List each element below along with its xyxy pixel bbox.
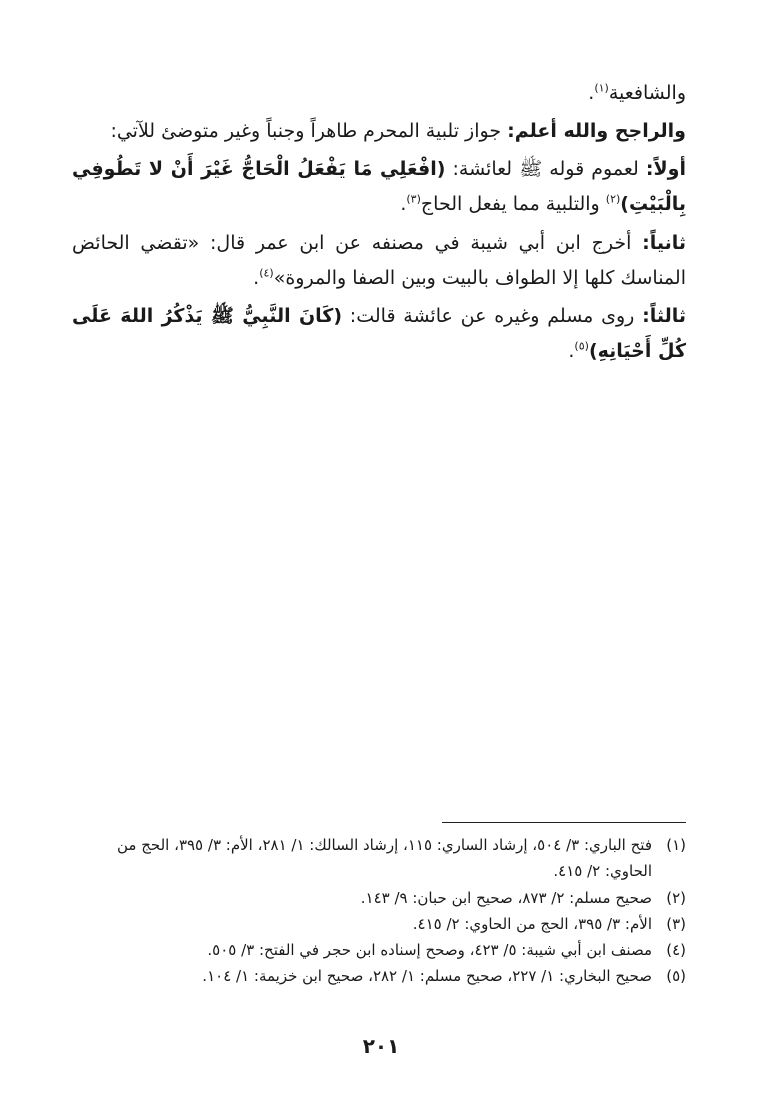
footnote-2: [76, 885, 686, 911]
footnote-ref-5[interactable]: (٥): [574, 339, 589, 353]
footnote-1: [76, 832, 686, 885]
footnote-4: [76, 937, 686, 963]
footnote-5: [76, 963, 686, 989]
footnote-number: (٤): [666, 941, 686, 959]
lead-phrase: والراجح والله أعلم:: [507, 120, 686, 143]
footnote-number: (٥): [666, 967, 686, 986]
paragraph-end: .: [253, 266, 260, 289]
paragraph-second-reason: [72, 226, 686, 296]
lead-phrase: أولاً:: [645, 158, 686, 181]
paragraph-end: .: [400, 193, 407, 216]
paragraph-text: والتلبية مما يفعل الحاج: [420, 193, 606, 216]
footnote-3: [76, 911, 686, 937]
footnote-text: الأم: ٣/ ٣٩٥، الحج من الحاوي: ٢/ ٤١٥.: [412, 914, 652, 933]
paragraph-shafii: [72, 76, 686, 111]
footnote-text: صحيح البخاري: ١/ ٢٢٧، صحيح مسلم: ١/ ٢٨٢، صحيح ابن خزيمة: ١/ ١٠٤.: [202, 967, 652, 986]
hadith-quote: (كَانَ النَّبِيُّ ﷺ يَذْكُرُ اللهَ عَلَى كُلِّ أَحْيَانِهِ): [72, 304, 686, 362]
footnote-number: (٣): [666, 914, 686, 933]
paragraph-preferred-view: [72, 114, 686, 149]
paragraph-first-reason: [72, 152, 686, 222]
footnote-number: (١): [666, 836, 686, 854]
footnote-text: مصنف ابن أبي شيبة: ٥/ ٤٢٣، وصحح إسناده ابن حجر في الفتح: ٣/ ٥٠٥.: [207, 941, 652, 959]
footnote-number: (٢): [666, 888, 686, 907]
footnote-ref-1[interactable]: (١): [594, 81, 609, 95]
footnote-ref-3[interactable]: (٣): [406, 193, 421, 207]
paragraph-end: .: [588, 82, 595, 104]
lead-phrase: ثالثاً:: [642, 304, 686, 327]
paragraph-text: لعموم قوله ﷺ لعائشة:: [445, 158, 646, 181]
paragraph-text: أخرج ابن أبي شيبة في مصنفه عن ابن عمر قال: «تقضي الحائض المناسك كلها إلا الطواف بالبيت وبين الصفا والمروة»: [72, 231, 686, 289]
main-text: [72, 76, 686, 372]
footnote-text: فتح الباري: ٣/ ٥٠٤، إرشاد الساري: ١١٥، إرشاد السالك: ١/ ٢٨١، الأم: ٣/ ٣٩٥، الحج من الحاوي: ٢/ ٤١٥.: [117, 836, 652, 881]
paragraph-text: جواز تلبية المحرم طاهراً وجنباً وغير متوضئ للآتي:: [110, 120, 508, 143]
footnote-ref-4[interactable]: (٤): [259, 266, 274, 280]
footnotes: [76, 832, 686, 990]
footnote-separator: [442, 822, 686, 823]
footnote-ref-2[interactable]: (٢): [605, 193, 621, 207]
paragraph-third-reason: [72, 299, 686, 369]
footnote-text: صحيح مسلم: ٢/ ٨٧٣، صحيح ابن حبان: ٩/ ١٤٣.: [360, 888, 652, 907]
paragraph-text: والشافعية: [608, 82, 686, 104]
paragraph-text: روى مسلم وغيره عن عائشة قالت:: [342, 304, 643, 327]
page-number: ٢٠١: [362, 1034, 400, 1058]
lead-phrase: ثانياً:: [642, 231, 686, 254]
hadith-quote: (افْعَلِي مَا يَفْعَلُ الْحَاجُّ غَيْرَ أَنْ لا تَطُوفِي بِالْبَيْتِ): [72, 158, 686, 216]
paragraph-end: .: [568, 339, 575, 362]
